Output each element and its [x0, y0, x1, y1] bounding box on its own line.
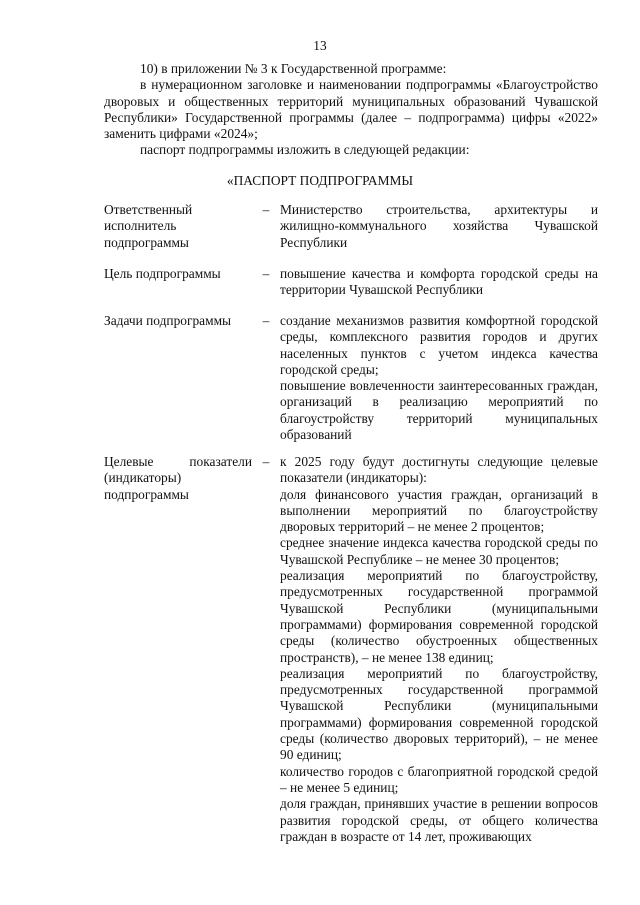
row-value — [280, 313, 598, 443]
row-value — [280, 202, 598, 251]
passport-row-tasks — [104, 313, 598, 443]
row-label: Задачи подпрограммы — [104, 313, 232, 328]
row-label: Целевые показатели (индикаторы) подпрограммы — [104, 454, 252, 502]
value-paragraph: реализация мероприятий по благоустройству, предусмотренных государственной программой Чувашской Республики (муниципальными программами) формирования современной городской среды (количество дворовых территорий), – не менее 90 единиц; — [280, 665, 598, 763]
value-paragraph: Министерство строительства, архитектуры и жилищно-коммунального хозяйства Чувашской Республики — [280, 202, 598, 250]
value-paragraph: доля финансового участия граждан, организаций в выполнении мероприятий по благоустройству дворовых территорий – не менее 2 процентов; — [280, 486, 598, 535]
amendment-item: 10) в приложении № 3 к Государственной программе: — [140, 61, 447, 76]
passport-row-goal — [104, 266, 598, 299]
row-dash: – — [262, 454, 270, 469]
passport-row-responsible — [104, 202, 598, 251]
passport-row-indicators — [104, 454, 598, 845]
row-value — [280, 266, 598, 299]
row-dash: – — [262, 202, 270, 217]
amendment-paragraph-1: в нумерационном заголовке и наименовании подпрограммы «Благоустройство дворовых и общественных территорий муниципальных образований Чувашской Республики» Государственной программы (далее – подпрограмма) цифры «2022» заменить цифрами «2024»; — [104, 77, 598, 142]
value-paragraph: повышение качества и комфорта городской среды на территории Чувашской Республики — [280, 266, 598, 298]
value-paragraph: реализация мероприятий по благоустройству, предусмотренных государственной программой Чувашской Республики (муниципальными программами) формирования современной городской среды (количество обустроенных общественных пространств), – не менее 138 единиц; — [280, 568, 598, 665]
page-number: 13 — [313, 38, 327, 53]
row-value — [280, 454, 598, 845]
passport-title: «ПАСПОРТ ПОДПРОГРАММЫ — [226, 173, 414, 188]
intro-block — [104, 61, 598, 159]
value-paragraph: создание механизмов развития комфортной городской среды, комплексного развития городов и других населенных пунктов с учетом индекса качества городской среды; — [280, 313, 598, 377]
row-dash: – — [262, 266, 270, 281]
value-paragraph: среднее значение индекса качества городской среды по Чувашской Республике – не менее 30 процентов; — [280, 535, 598, 567]
value-paragraph: к 2025 году будут достигнуты следующие целевые показатели (индикаторы): — [280, 454, 598, 486]
row-label: Ответственный исполнитель подпрограммы — [104, 202, 193, 250]
value-paragraph: повышение вовлеченности заинтересованных граждан, организаций в реализацию мероприятий по благоустройству территорий муниципальных образований — [280, 378, 598, 443]
row-label: Цель подпрограммы — [104, 266, 221, 281]
amendment-paragraph-2: паспорт подпрограммы изложить в следующей редакции: — [140, 142, 470, 158]
value-paragraph: количество городов с благоприятной городской средой – не менее 5 единиц; — [280, 763, 598, 795]
value-paragraph: доля граждан, принявших участие в решении вопросов развития городской среды, от общего количества граждан в возрасте от 14 лет, проживающих — [280, 796, 598, 844]
row-dash: – — [262, 313, 270, 328]
